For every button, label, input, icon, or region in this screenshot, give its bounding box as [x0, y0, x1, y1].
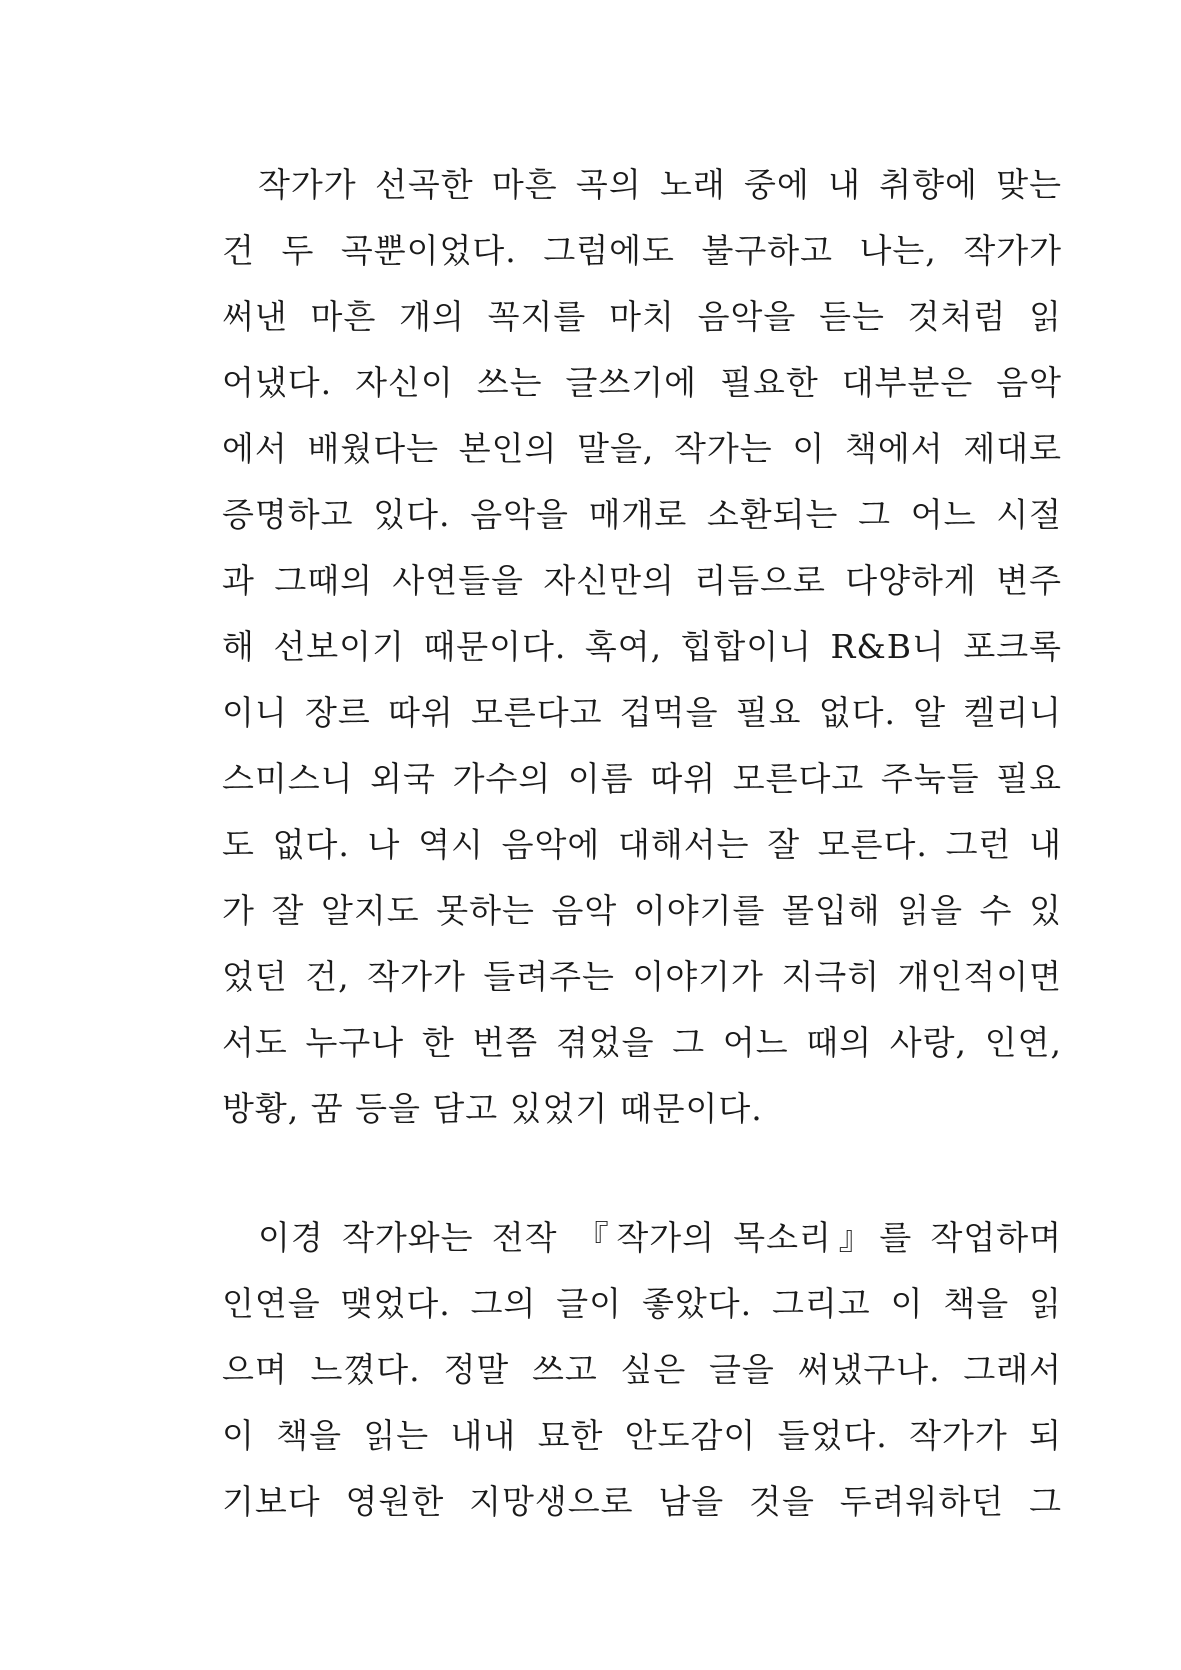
text-line: 도 없다. 나 역시 음악에 대해서는 잘 모른다. 그런 내 [222, 825, 1062, 864]
text-line: 방황, 꿈 등을 담고 있었기 때문이다. [222, 1089, 763, 1128]
text-line: 어냈다. 자신이 쓰는 글쓰기에 필요한 대부분은 음악 [222, 363, 1062, 402]
text-line: 인연을 맺었다. 그의 글이 좋았다. 그리고 이 책을 읽 [222, 1284, 1062, 1323]
text-line: 이경 작가와는 전작 『작가의 목소리』를 작업하며 [258, 1218, 1062, 1257]
text-line: 이니 장르 따위 모른다고 겁먹을 필요 없다. 알 켈리니 [222, 693, 1062, 732]
text-line: 었던 건, 작가가 들려주는 이야기가 지극히 개인적이면 [222, 957, 1062, 996]
text-line: 건 두 곡뿐이었다. 그럼에도 불구하고 나는, 작가가 [222, 231, 1062, 270]
text-line: 가 잘 알지도 못하는 음악 이야기를 몰입해 읽을 수 있 [222, 891, 1062, 930]
paragraph-2 [222, 1205, 1062, 1535]
text-line: 스미스니 외국 가수의 이름 따위 모른다고 주눅들 필요 [222, 759, 1062, 798]
text-line: 작가가 선곡한 마흔 곡의 노래 중에 내 취향에 맞는 [258, 165, 1062, 204]
paragraph-1 [222, 152, 1062, 1142]
text-line: 서도 누구나 한 번쯤 겪었을 그 어느 때의 사랑, 인연, [222, 1023, 1062, 1062]
text-line: 으며 느꼈다. 정말 쓰고 싶은 글을 써냈구나. 그래서 [222, 1350, 1062, 1389]
text-line: 증명하고 있다. 음악을 매개로 소환되는 그 어느 시절 [222, 495, 1062, 534]
text-line: 과 그때의 사연들을 자신만의 리듬으로 다양하게 변주 [222, 561, 1062, 600]
text-line: 기보다 영원한 지망생으로 남을 것을 두려워하던 그 [222, 1482, 1062, 1521]
text-line: 에서 배웠다는 본인의 말을, 작가는 이 책에서 제대로 [222, 429, 1062, 468]
text-line: 써낸 마흔 개의 꼭지를 마치 음악을 듣는 것처럼 읽 [222, 297, 1062, 336]
text-line: 해 선보이기 때문이다. 혹여, 힙합이니 R&B니 포크록 [222, 627, 1062, 666]
text-line: 이 책을 읽는 내내 묘한 안도감이 들었다. 작가가 되 [222, 1416, 1062, 1455]
